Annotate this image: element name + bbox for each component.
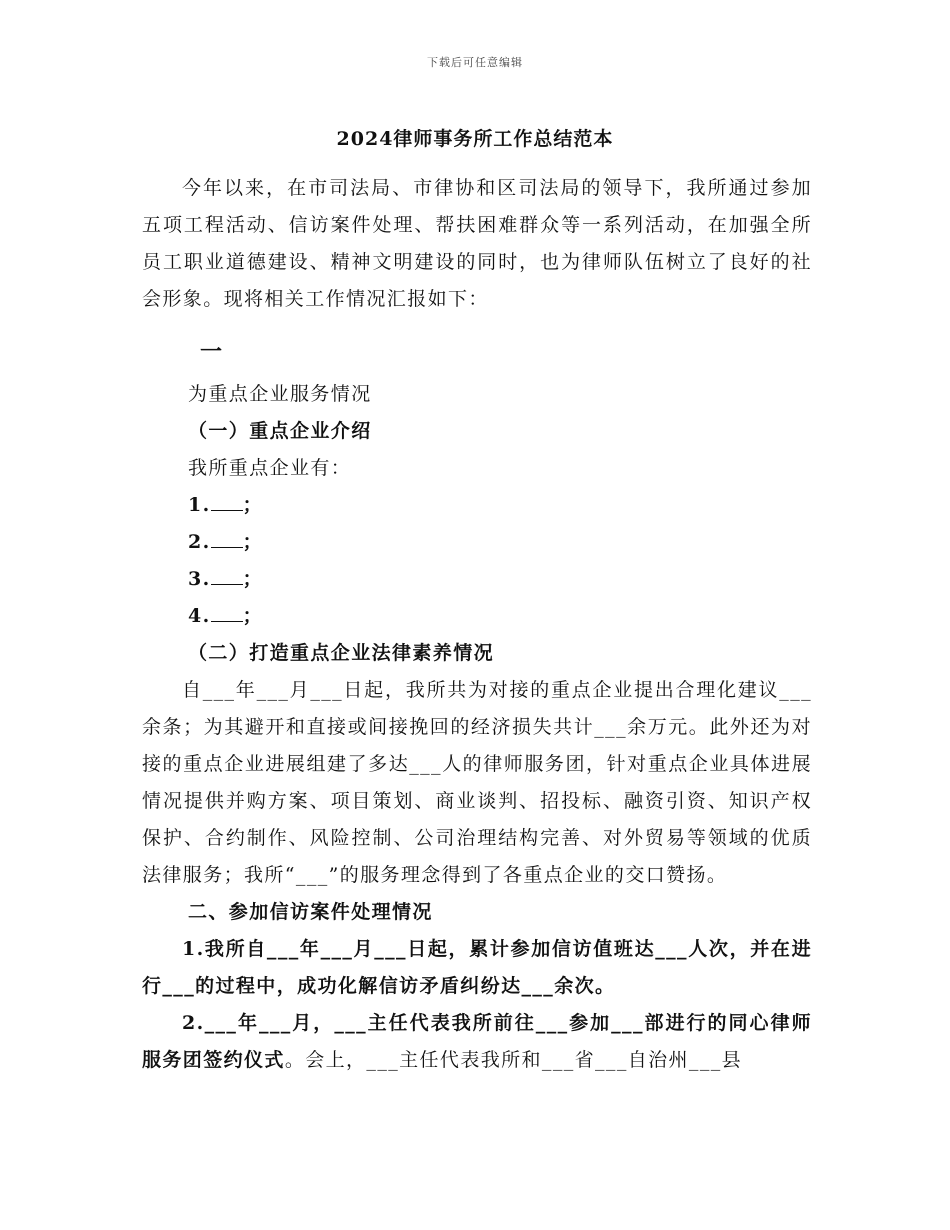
list-item-number: 3.: [188, 568, 211, 590]
list-item-suffix: ；: [242, 605, 264, 627]
subsection-1-lead: 我所重点企业有：: [188, 457, 352, 479]
list-item-suffix: ；: [242, 494, 264, 516]
document-title: 2024律师事务所工作总结范本: [336, 128, 614, 150]
blank-line: [211, 566, 243, 585]
subsection-1-title: （一）重点企业介绍: [188, 420, 372, 442]
blank-line: [211, 529, 243, 548]
section-1-title: 为重点企业服务情况: [188, 383, 372, 405]
section-2-item-2-bold: 2.___年___月，___主任代表我所前往___参加___部进行的同心律师服务团签约仪式: [142, 1012, 812, 1071]
section-1-number: 一: [200, 339, 223, 365]
blank-line: [211, 603, 243, 622]
subsection-2-title: （二）打造重点企业法律素养情况: [188, 642, 495, 664]
section-2-item-1: 1.我所自___年___月___日起，累计参加信访值班达___人次，并在进行___的过程中，成功化解信访矛盾纠纷达___余次。: [142, 938, 812, 997]
list-item-number: 1.: [188, 494, 211, 516]
list-item: [142, 561, 812, 598]
section-2-item-2: [142, 1005, 812, 1079]
intro-paragraph: 今年以来，在市司法局、市律协和区司法局的领导下，我所通过参加五项工程活动、信访案件处理、帮扶困难群众等一系列活动，在加强全所员工职业道德建设、精神文明建设的同时，也为律师队伍树立了良好的社会形象。现将相关工作情况汇报如下：: [142, 177, 812, 310]
section-2-item-2-rest: 。会上，___主任代表我所和___省___自治州___县: [284, 1049, 743, 1071]
subsection-2-paragraph: 自___年___月___日起，我所共为对接的重点企业提出合理化建议___余条；为其避开和直接或间接挽回的经济损失共计___余万元。此外还为对接的重点企业进展组建了多达___人的律师服务团，针对重点企业具体进展情况提供并购方案、项目策划、商业谈判、招投标、融资引资、知识产权保护、合约制作、风险控制、公司治理结构完善、对外贸易等领域的优质法律服务；我所“___”的服务理念得到了各重点企业的交口赞扬。: [142, 679, 812, 886]
list-item-number: 4.: [188, 605, 211, 627]
header-note: 下载后可任意编辑: [427, 56, 523, 69]
list-item: [142, 487, 812, 524]
list-item: [142, 524, 812, 561]
section-2-title: 二、参加信访案件处理情况: [188, 901, 433, 923]
list-item-number: 2.: [188, 531, 211, 553]
list-item-suffix: ；: [242, 568, 264, 590]
list-item: [142, 598, 812, 635]
blank-line: [211, 492, 243, 511]
list-item-suffix: ；: [242, 531, 264, 553]
document-body: [142, 170, 812, 1079]
